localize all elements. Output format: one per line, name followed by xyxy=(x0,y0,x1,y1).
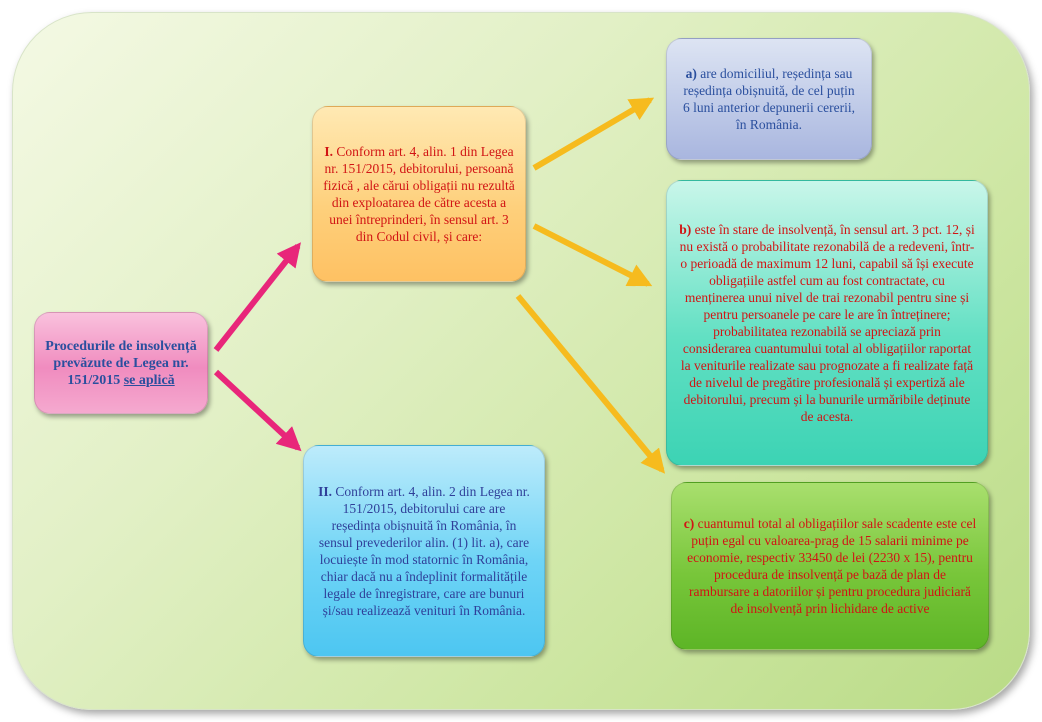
condition-b-label: b) xyxy=(679,222,692,237)
arrow-one-to-b xyxy=(534,226,648,284)
condition-b-text: este în stare de insolvență, în sensul art. 3 pct. 12, și nu există o probabilitate rezonabilă de a redeveni, într-o perioadă de maximum 12 luni, capabil să își execute obligațiile astfel cum au fost contractate, cu menținerea unui nivel de trai rezonabil pentru sine și pentru persoanele pe care le are în întreținere; probabilitatea rezonabilă se apreciază prin considerarea cuantumului total al obligațiilor raportat la veniturile realizate sau prognozate a fi realizate față de nivelul de pregătire profesională și expertiză ale debitorului, precum și la bunurile urmăribile deținute de acesta. xyxy=(679,222,975,424)
condition-c-box xyxy=(671,482,989,650)
branch-one-label: I. xyxy=(324,144,333,159)
branch-one-box xyxy=(312,106,526,282)
branch-two-label: II. xyxy=(318,484,332,499)
branch-one-text: Conform art. 4, alin. 1 din Legea nr. 151/2015, debitorului, persoană fizică , ale cărui obligații nu rezultă din exploatarea de către acesta a unei întreprinderi, în sensul art. 3 din Codul civil, și care: xyxy=(323,144,515,244)
main-link[interactable]: se aplică xyxy=(123,372,175,388)
branch-two-box xyxy=(303,445,545,657)
condition-c-text: cuantumul total al obligațiilor sale scadente este cel puțin egal cu valoarea-prag de 15 salarii minime pe economie, respectiv 33450 de lei (2230 x 15), pentru procedura de insolvență pe bază de plan de rambursare a datoriilor și pentru procedura judiciară de insolvență prin lichidare de active xyxy=(687,516,977,616)
arrow-main-to-one xyxy=(216,246,298,350)
branch-two-text: Conform art. 4, alin. 2 din Legea nr. 151/2015, debitorului care are reședința obișnuită în România, în sensul prevederilor alin. (1) lit. a), care locuiește în mod statornic în România, chiar dacă nu a îndeplinit formalitățile legale de înregistrare, care are bunuri și/sau realizează venituri în România. xyxy=(318,484,530,618)
condition-a-label: a) xyxy=(685,66,697,81)
condition-b-box xyxy=(666,180,988,466)
arrow-one-to-a xyxy=(534,100,650,168)
arrow-one-to-c xyxy=(518,296,662,470)
main-text: Procedurile de insolvență prevăzute de Legea nr. 151/2015 xyxy=(45,338,197,388)
arrow-main-to-two xyxy=(216,372,298,448)
condition-c-label: c) xyxy=(683,516,695,531)
main-box xyxy=(34,312,208,414)
condition-a-text: are domiciliul, reședința sau reședința obișnuită, de cel puțin 6 luni anterior depunerii cererii, în România. xyxy=(682,66,856,132)
condition-a-box xyxy=(666,38,872,160)
